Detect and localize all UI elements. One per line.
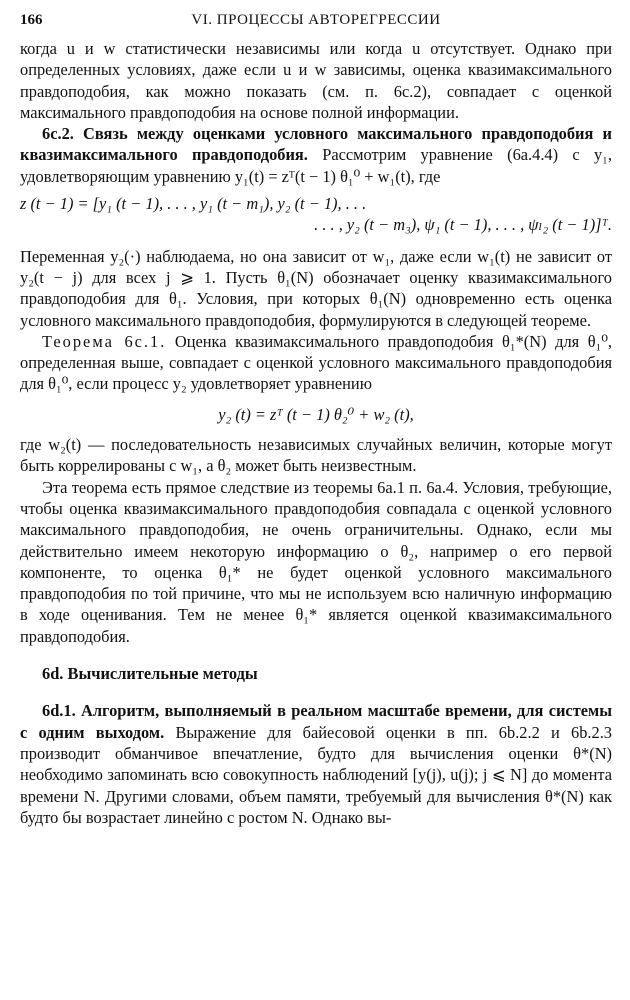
theorem-text-continued: где w₂(t) — последовательность независимых случайных величин, которые могут быть коррелированы с w₁, а θ₂ может быть неизвестным. [20, 435, 612, 476]
equation-y2: y₂ (t) = zᵀ (t − 1) θ₂⁰ + w₂ (t), [218, 404, 414, 424]
page-content [20, 38, 612, 828]
section-6d1-paragraph [20, 700, 612, 828]
equation-z-line1: z (t − 1) = [y₁ (t − 1), . . . , y₁ (t − m₁), y₂ (t − 1), . . . [20, 194, 367, 214]
section-6c2-intro: Рассмотрим уравнение (6а.4.4) с y₁, удовлетворяющим уравнению y₁(t) = zᵀ(t − 1) θ₁⁰ + w₁(t), где [20, 145, 612, 186]
section-6d1-heading: 6d.1. Алгоритм, выполняемый в реальном масштабе времени, для системы с одним выходом. [20, 701, 612, 742]
page-number: 166 [20, 12, 43, 28]
paragraph-variable-y2: Переменная y₂(·) наблюдаема, но она зависит от w₁, даже если w₁(t) не зависит от y₂(t − j) для всех j ⩾ 1. Пусть θ₁(N) обозначает оценку квазимаксимального правдоподобия для θ₁. Условия, при которых θ₁(N) одновременно есть оценка условного максимального правдоподобия, формулируются в следующей теореме. [20, 246, 612, 330]
section-6c2-paragraph [20, 123, 612, 187]
section-6d1-text: Выражение для байесовой оценки в пп. 6b.2.2 и 6b.2.3 производит обманчивое впечатление, будто для вычисления оценки θ*(N) необходимо запоминать всю совокупность наблюдений [y(j), u(j); j ⩽ N] до момента времени N. Другими словами, объем памяти, требуемый для вычисления θ*(N) как будто бы возрастает линейно с ростом N. Однако вы- [20, 722, 612, 827]
equation-z-line2: . . . , y₂ (t − m₃), ψ₁ (t − 1), . . . , ψₗ₂ (t − 1)]ᵀ. [314, 215, 612, 235]
section-6c2-heading: 6с.2. Связь между оценками условного максимального правдоподобия и квазимаксимального правдоподобия. [20, 124, 612, 165]
theorem-paragraph [20, 331, 612, 395]
theorem-label: Теорема 6с.1. [42, 331, 167, 351]
chapter-title: VI. ПРОЦЕССЫ АВТОРЕГРЕССИИ [191, 12, 441, 28]
section-6d-heading: 6d. Вычислительные методы [42, 664, 258, 684]
paragraph-continuation: когда u и w статистически независимы или когда u отсутствует. Однако при определенных условиях, даже если u и w зависимы, оценка квазимаксимального правдоподобия, как можно показать (см. п. 6с.2), совпадает с оценкой максимального правдоподобия на основе полной информации. [20, 39, 612, 122]
theorem-text: Оценка квазимаксимального правдоподобия θ₁*(N) для θ₁⁰, определенная выше, совпадает с оценкой условного максимального правдоподобия для θ₁⁰, если процесс y₂ удовлетворяет уравнению [20, 331, 612, 394]
running-head [20, 8, 612, 38]
paragraph-theorem-consequence: Эта теорема есть прямое следствие из теоремы 6а.1 п. 6а.4. Условия, требующие, чтобы оценка квазимаксимального правдоподобия совпадала с оценкой условного максимального правдоподобия, не очень ограничительны. Однако, если мы действительно имеем некоторую информацию о θ₂, например о его первой компоненте, то оценка θ₁* не будет оценкой условного максимального правдоподобия по той причине, что мы не используем всю наличную информацию в ходе оценивания. Тем не менее θ₁* является оценкой квазимаксимального правдоподобия. [20, 477, 612, 646]
